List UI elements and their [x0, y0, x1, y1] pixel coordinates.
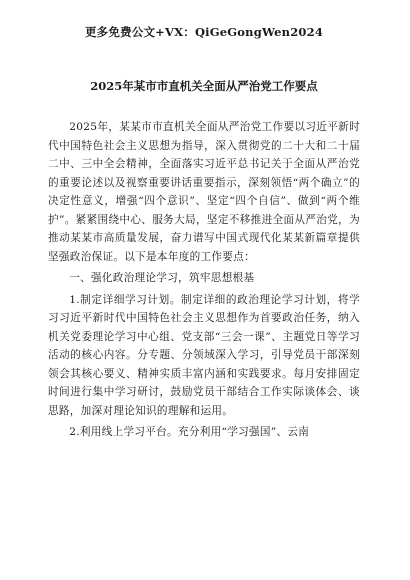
intro-paragraph: 2025年，某某市市直机关全面从严治党工作要以习近平新时代中国特色社会主义思想为指导，深入贯彻党的二十大和二十届二中、三中全会精神，全面落实习近平总书记关于全面从严治党的重要论述以及视察重要讲话重要指示，深刻领悟“两个确立”的决定性意义，增强“四个意识”、坚定“四个自信”、做到“两个维护”。紧紧围绕中心、服务大局，坚定不移推进全面从严治党，为推动某某市高质量发展，奋力谱写中国式现代化某某新篇章提供坚强政治保证。以下是本年度的工作要点： — [48, 121, 360, 263]
page-header: 更多免费公文+VX：QiGeGongWen2024 — [84, 25, 324, 39]
body-paragraph: 1.制定详细学习计划。制定详细的政治理论学习计划，将学习习近平新时代中国特色社会主义思想作为首要政治任务，纳入机关党委理论学习中心组、党支部“三会一课”、主题党日等学习活动的核心内容。分专题、分领域深入学习，引导党员干部深刻领会其核心要义、精神实质丰富内涵和实践要求。每月安排固定时间进行集中学习研讨，鼓励党员干部结合工作实际谈体会、谈思路，加深对理论知识的理解和运用。 — [48, 293, 360, 417]
document-title: 2025年某市市直机关全面从严治党工作要点 — [90, 79, 318, 93]
document-body — [48, 118, 360, 442]
section-heading: 一、强化政治理论学习，筑牢思想根基 — [69, 272, 255, 284]
body-paragraph: 2.利用线上学习平台。充分利用“学习强国”、云南 — [69, 426, 310, 438]
